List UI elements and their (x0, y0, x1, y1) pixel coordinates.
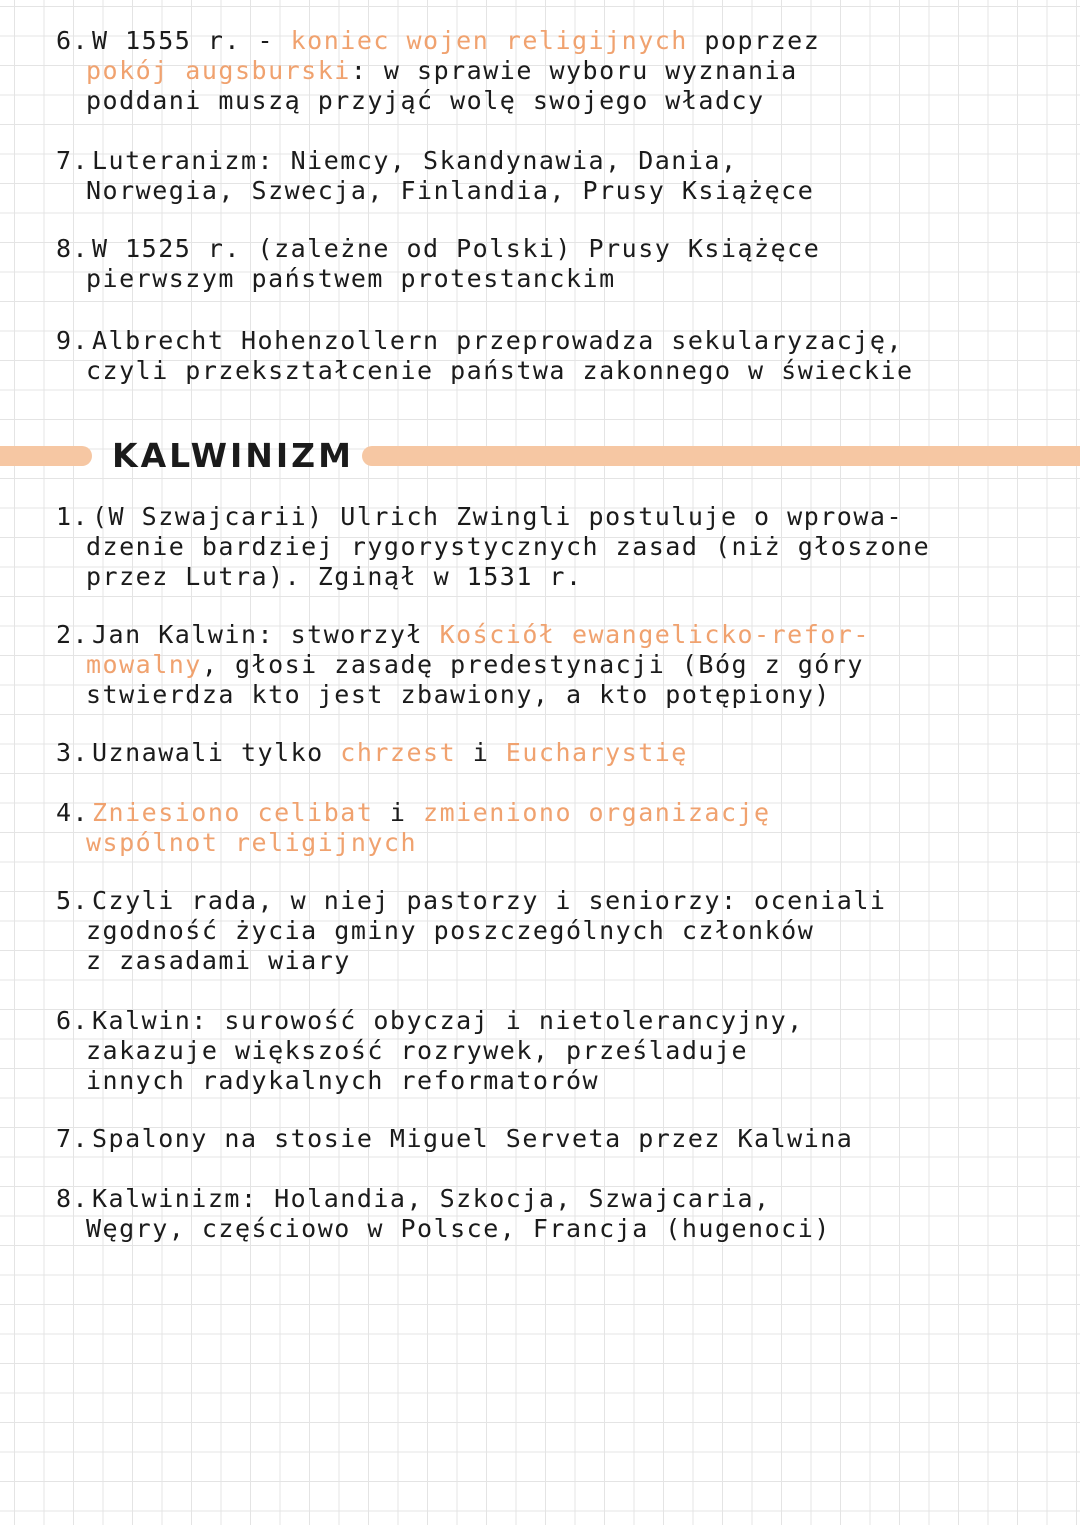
note-text: Uznawali tylko (92, 738, 341, 767)
highlighted-text: zmieniono organizację (423, 798, 771, 827)
note-text: Spalony na stosie Miguel Serveta przez Kalwina (92, 1124, 854, 1153)
item-number: 5. (56, 886, 90, 915)
note-text: Albrecht Hohenzollern przeprowadza sekularyzację, (92, 326, 904, 355)
note-line (56, 234, 956, 264)
note-item-kalwinizm-5 (56, 886, 956, 976)
note-text: : w sprawie wyboru wyznania (350, 56, 798, 85)
item-number: 8. (56, 234, 90, 263)
note-line (56, 1124, 956, 1154)
note-line (56, 738, 956, 768)
note-text: (W Szwajcarii) Ulrich Zwingli postuluje o wprowa- (92, 502, 904, 531)
note-line: innych radykalnych reformatorów (86, 1066, 600, 1095)
highlighted-text: mowalny (86, 650, 202, 679)
note-item-luteranizm-8 (56, 234, 956, 294)
highlighted-text: koniec wojen religijnych (290, 26, 688, 55)
item-number: 7. (56, 1124, 90, 1153)
item-number: 4. (56, 798, 90, 827)
note-text: Kalwin: surowość obyczaj i nietolerancyjny, (92, 1006, 804, 1035)
highlighted-text: Kościół ewangelicko-refor- (439, 620, 870, 649)
note-line (56, 1184, 956, 1214)
note-line: pierwszym państwem protestanckim (86, 264, 616, 293)
note-item-kalwinizm-4 (56, 798, 956, 858)
highlighted-text: Zniesiono celibat (92, 798, 374, 827)
note-line (56, 326, 956, 356)
item-number: 9. (56, 326, 90, 355)
note-line (56, 650, 956, 680)
item-number: 3. (56, 738, 90, 767)
header-bar-right (362, 446, 1080, 466)
note-line (56, 1006, 956, 1036)
highlighted-text: pokój augsburski (86, 56, 351, 85)
note-line: poddani muszą przyjąć wolę swojego władcy (86, 86, 765, 115)
note-item-kalwinizm-3 (56, 738, 956, 768)
note-item-kalwinizm-8 (56, 1184, 956, 1244)
note-line (56, 620, 956, 650)
note-item-kalwinizm-1 (56, 502, 956, 592)
item-number: 6. (56, 26, 90, 55)
item-number: 8. (56, 1184, 90, 1213)
highlighted-text: chrzest (340, 738, 457, 767)
note-line: przez Lutra). Zginął w 1531 r. (86, 562, 583, 591)
item-number: 2. (56, 620, 90, 649)
section-title: KALWINIZM (112, 436, 354, 475)
note-text: i (456, 738, 506, 767)
item-number: 6. (56, 1006, 90, 1035)
note-text: W 1555 r. - (92, 26, 291, 55)
highlighted-text: Eucharystię (505, 738, 688, 767)
highlighted-text: wspólnot religijnych (86, 828, 418, 857)
note-item-kalwinizm-7 (56, 1124, 956, 1154)
note-line: z zasadami wiary (86, 946, 351, 975)
note-line (56, 146, 956, 176)
note-item-luteranizm-7 (56, 146, 956, 206)
note-text: i (373, 798, 424, 827)
note-line: zgodność życia gminy poszczególnych członków (86, 916, 815, 945)
note-line (56, 502, 956, 532)
note-text: poprzez (687, 26, 821, 55)
note-line (56, 56, 956, 86)
note-item-luteranizm-9 (56, 326, 956, 386)
note-text: Jan Kalwin: stworzył (92, 620, 440, 649)
note-line (56, 886, 956, 916)
item-number: 7. (56, 146, 90, 175)
note-line: stwierdza kto jest zbawiony, a kto potępiony) (86, 680, 831, 709)
item-number: 1. (56, 502, 90, 531)
note-text: Kalwinizm: Holandia, Szkocja, Szwajcaria, (92, 1184, 771, 1213)
section-header-kalwinizm (0, 432, 1080, 480)
note-text: W 1525 r. (zależne od Polski) Prusy Książęce (92, 234, 821, 263)
note-text: , głosi zasadę predestynacji (Bóg z góry (201, 650, 864, 679)
note-text: Czyli rada, w niej pastorzy i seniorzy: oceniali (92, 886, 887, 915)
note-text: Luteranizm: Niemcy, Skandynawia, Dania, (92, 146, 738, 175)
note-item-luteranizm-6 (56, 26, 956, 116)
header-bar-left (0, 446, 92, 466)
note-line (56, 798, 956, 828)
note-line (56, 26, 956, 56)
note-item-kalwinizm-6 (56, 1006, 956, 1096)
note-line: zakazuje większość rozrywek, prześladuje (86, 1036, 749, 1065)
note-item-kalwinizm-2 (56, 620, 956, 710)
note-line: czyli przekształcenie państwa zakonnego w świeckie (86, 356, 914, 385)
note-line: dzenie bardziej rygorystycznych zasad (niż głoszone (86, 532, 931, 561)
note-line: Węgry, częściowo w Polsce, Francja (hugenoci) (86, 1214, 831, 1243)
note-line: Norwegia, Szwecja, Finlandia, Prusy Książęce (86, 176, 815, 205)
